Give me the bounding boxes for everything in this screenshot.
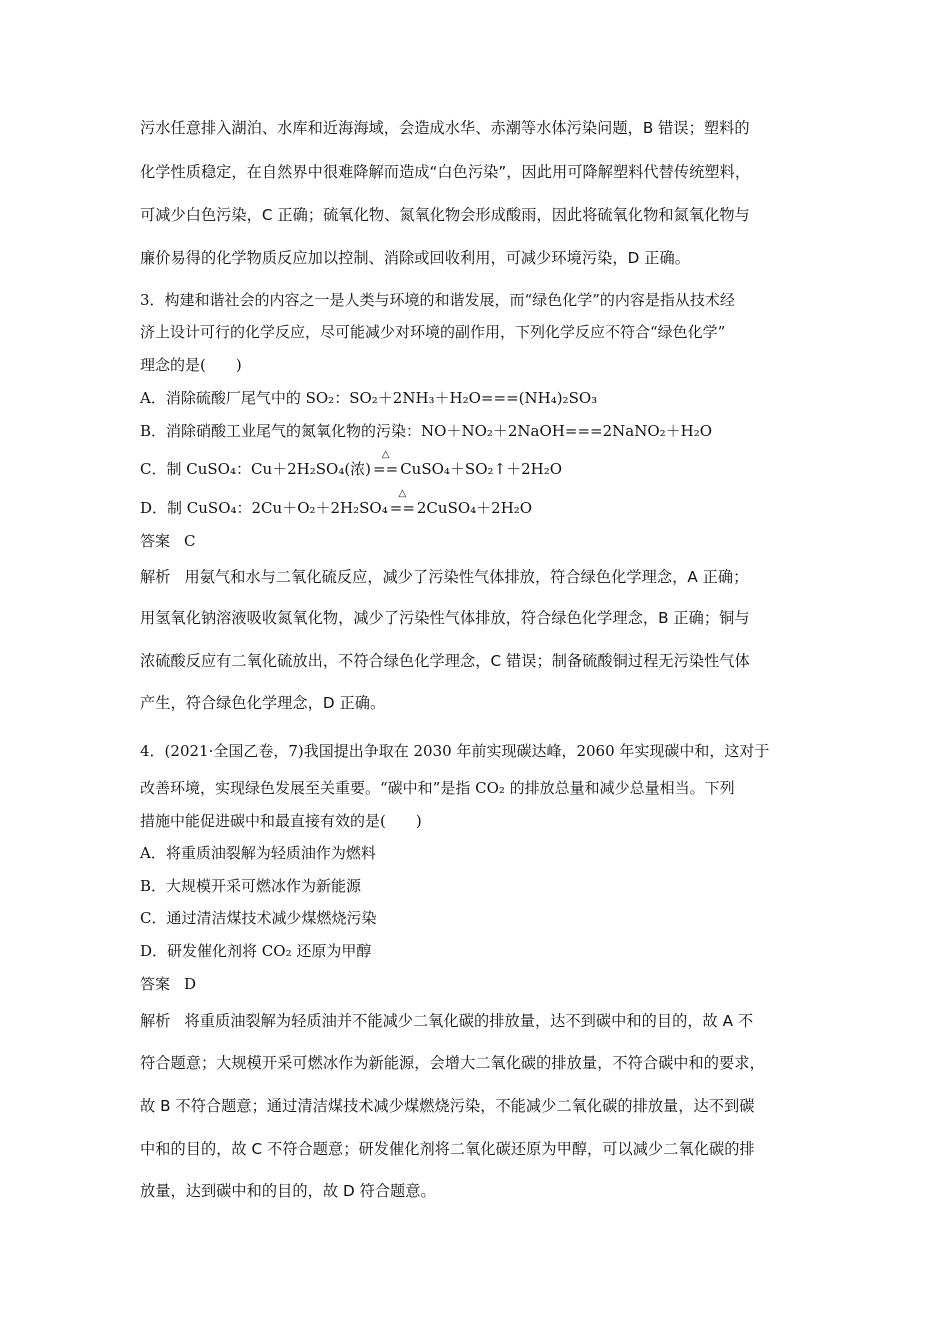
equation-sign: == [389, 499, 415, 517]
text-line: 污水任意排入湖泊、水库和近海海域，会造成水华、赤潮等水体污染问题，B 错误；塑料的 [140, 119, 750, 137]
answer-label: 答案 [140, 532, 171, 550]
answer-value: D [184, 975, 197, 993]
question-3-analysis: 浓硫酸反应有二氧化硫放出，不符合绿色化学理念，C 错误；制备硫酸铜过程无污染性气体 [140, 652, 750, 670]
question-3-stem: 济上设计可行的化学反应，尽可能减少对环境的副作用，下列化学反应不符合“绿色化学” [140, 323, 726, 341]
analysis-label: 解析 [140, 568, 171, 586]
question-3-analysis: 产生，符合绿色化学理念，D 正确。 [140, 694, 386, 712]
question-3-option-b: B．消除硝酸工业尾气的氮氧化物的污染：NO＋NO₂＋2NaOH===2NaNO₂＋H₂O [140, 422, 713, 440]
heat-symbol: △ [398, 488, 407, 499]
answer-value: C [184, 532, 196, 550]
analysis-label: 解析 [140, 1012, 171, 1030]
question-3-option-d [140, 488, 812, 518]
analysis-text: 将重质油裂解为轻质油并不能减少二氧化碳的排放量，达不到碳中和的目的，故 A 不 [184, 1012, 754, 1030]
question-3-stem: 3．构建和谐社会的内容之一是人类与环境的和谐发展，而“绿色化学”的内容是指从技术经 [140, 291, 735, 309]
option-text: 2CuSO₄＋2H₂O [416, 499, 533, 517]
option-text: C．制 CuSO₄：Cu＋2H₂SO₄(浓) [140, 460, 372, 478]
question-3-option-c [140, 449, 812, 479]
question-3-answer [140, 531, 812, 551]
option-text: D．制 CuSO₄：2Cu＋O₂＋2H₂SO₄ [140, 499, 388, 517]
text-line: 可减少白色污染，C 正确；硫氧化物、氮氧化物会形成酸雨，因此将硫氧化物和氮氧化物与 [140, 206, 750, 224]
question-4-answer [140, 974, 812, 994]
question-4-stem: 措施中能促进碳中和最直接有效的是( ) [140, 812, 422, 830]
heat-equation-sign [373, 449, 399, 479]
question-4-option-c: C．通过清洁煤技术减少煤燃烧污染 [140, 909, 377, 927]
answer-label: 答案 [140, 975, 171, 993]
question-4-stem: 改善环境，实现绿色发展至关重要。“碳中和”是指 CO₂ 的排放总量和减少总量相当。下列 [140, 779, 735, 797]
question-4-analysis: 符合题意；大规模开采可燃冰作为新能源，会增大二氧化碳的排放量，不符合碳中和的要求， [140, 1054, 765, 1072]
question-4-option-d: D．研发催化剂将 CO₂ 还原为甲醇 [140, 942, 372, 960]
heat-equation-sign [389, 488, 415, 518]
question-3-option-a: A．消除硫酸厂尾气中的 SO₂：SO₂＋2NH₃＋H₂O===(NH₄)₂SO₃ [140, 389, 598, 407]
analysis-text: 用氨气和水与二氧化硫反应，减少了污染性气体排放，符合绿色化学理念，A 正确； [184, 568, 749, 586]
question-4-option-a: A．将重质油裂解为轻质油作为燃料 [140, 844, 376, 862]
question-4-analysis [140, 1011, 812, 1031]
question-4-analysis: 故 B 不符合题意；通过清洁煤技术减少煤燃烧污染，不能减少二氧化碳的排放量，达不到碳 [140, 1097, 755, 1115]
text-line: 化学性质稳定，在自然界中很难降解而造成“白色污染”，因此用可降解塑料代替传统塑料， [140, 163, 751, 181]
question-3-stem: 理念的是( ) [140, 356, 242, 374]
question-4-analysis: 中和的目的，故 C 不符合题意；研发催化剂将二氧化碳还原为甲醇，可以减少二氧化碳的排 [140, 1140, 755, 1158]
option-text: CuSO₄＋SO₂↑＋2H₂O [400, 460, 563, 478]
equation-sign: == [373, 460, 399, 478]
question-3-analysis [140, 567, 812, 587]
question-4-analysis: 放量，达到碳中和的目的，故 D 符合题意。 [140, 1182, 436, 1200]
question-3-analysis: 用氢氧化钠溶液吸收氮氧化物，减少了污染性气体排放，符合绿色化学理念，B 正确；铜与 [140, 609, 750, 627]
heat-symbol: △ [381, 449, 390, 460]
question-4-option-b: B．大规模开采可燃冰作为新能源 [140, 877, 362, 895]
question-4-stem: 4．(2021·全国乙卷，7)我国提出争取在 2030 年前实现碳达峰，2060 年实现碳中和，这对于 [140, 742, 770, 760]
text-line: 廉价易得的化学物质反应加以控制、消除或回收利用，可减少环境污染，D 正确。 [140, 249, 690, 267]
